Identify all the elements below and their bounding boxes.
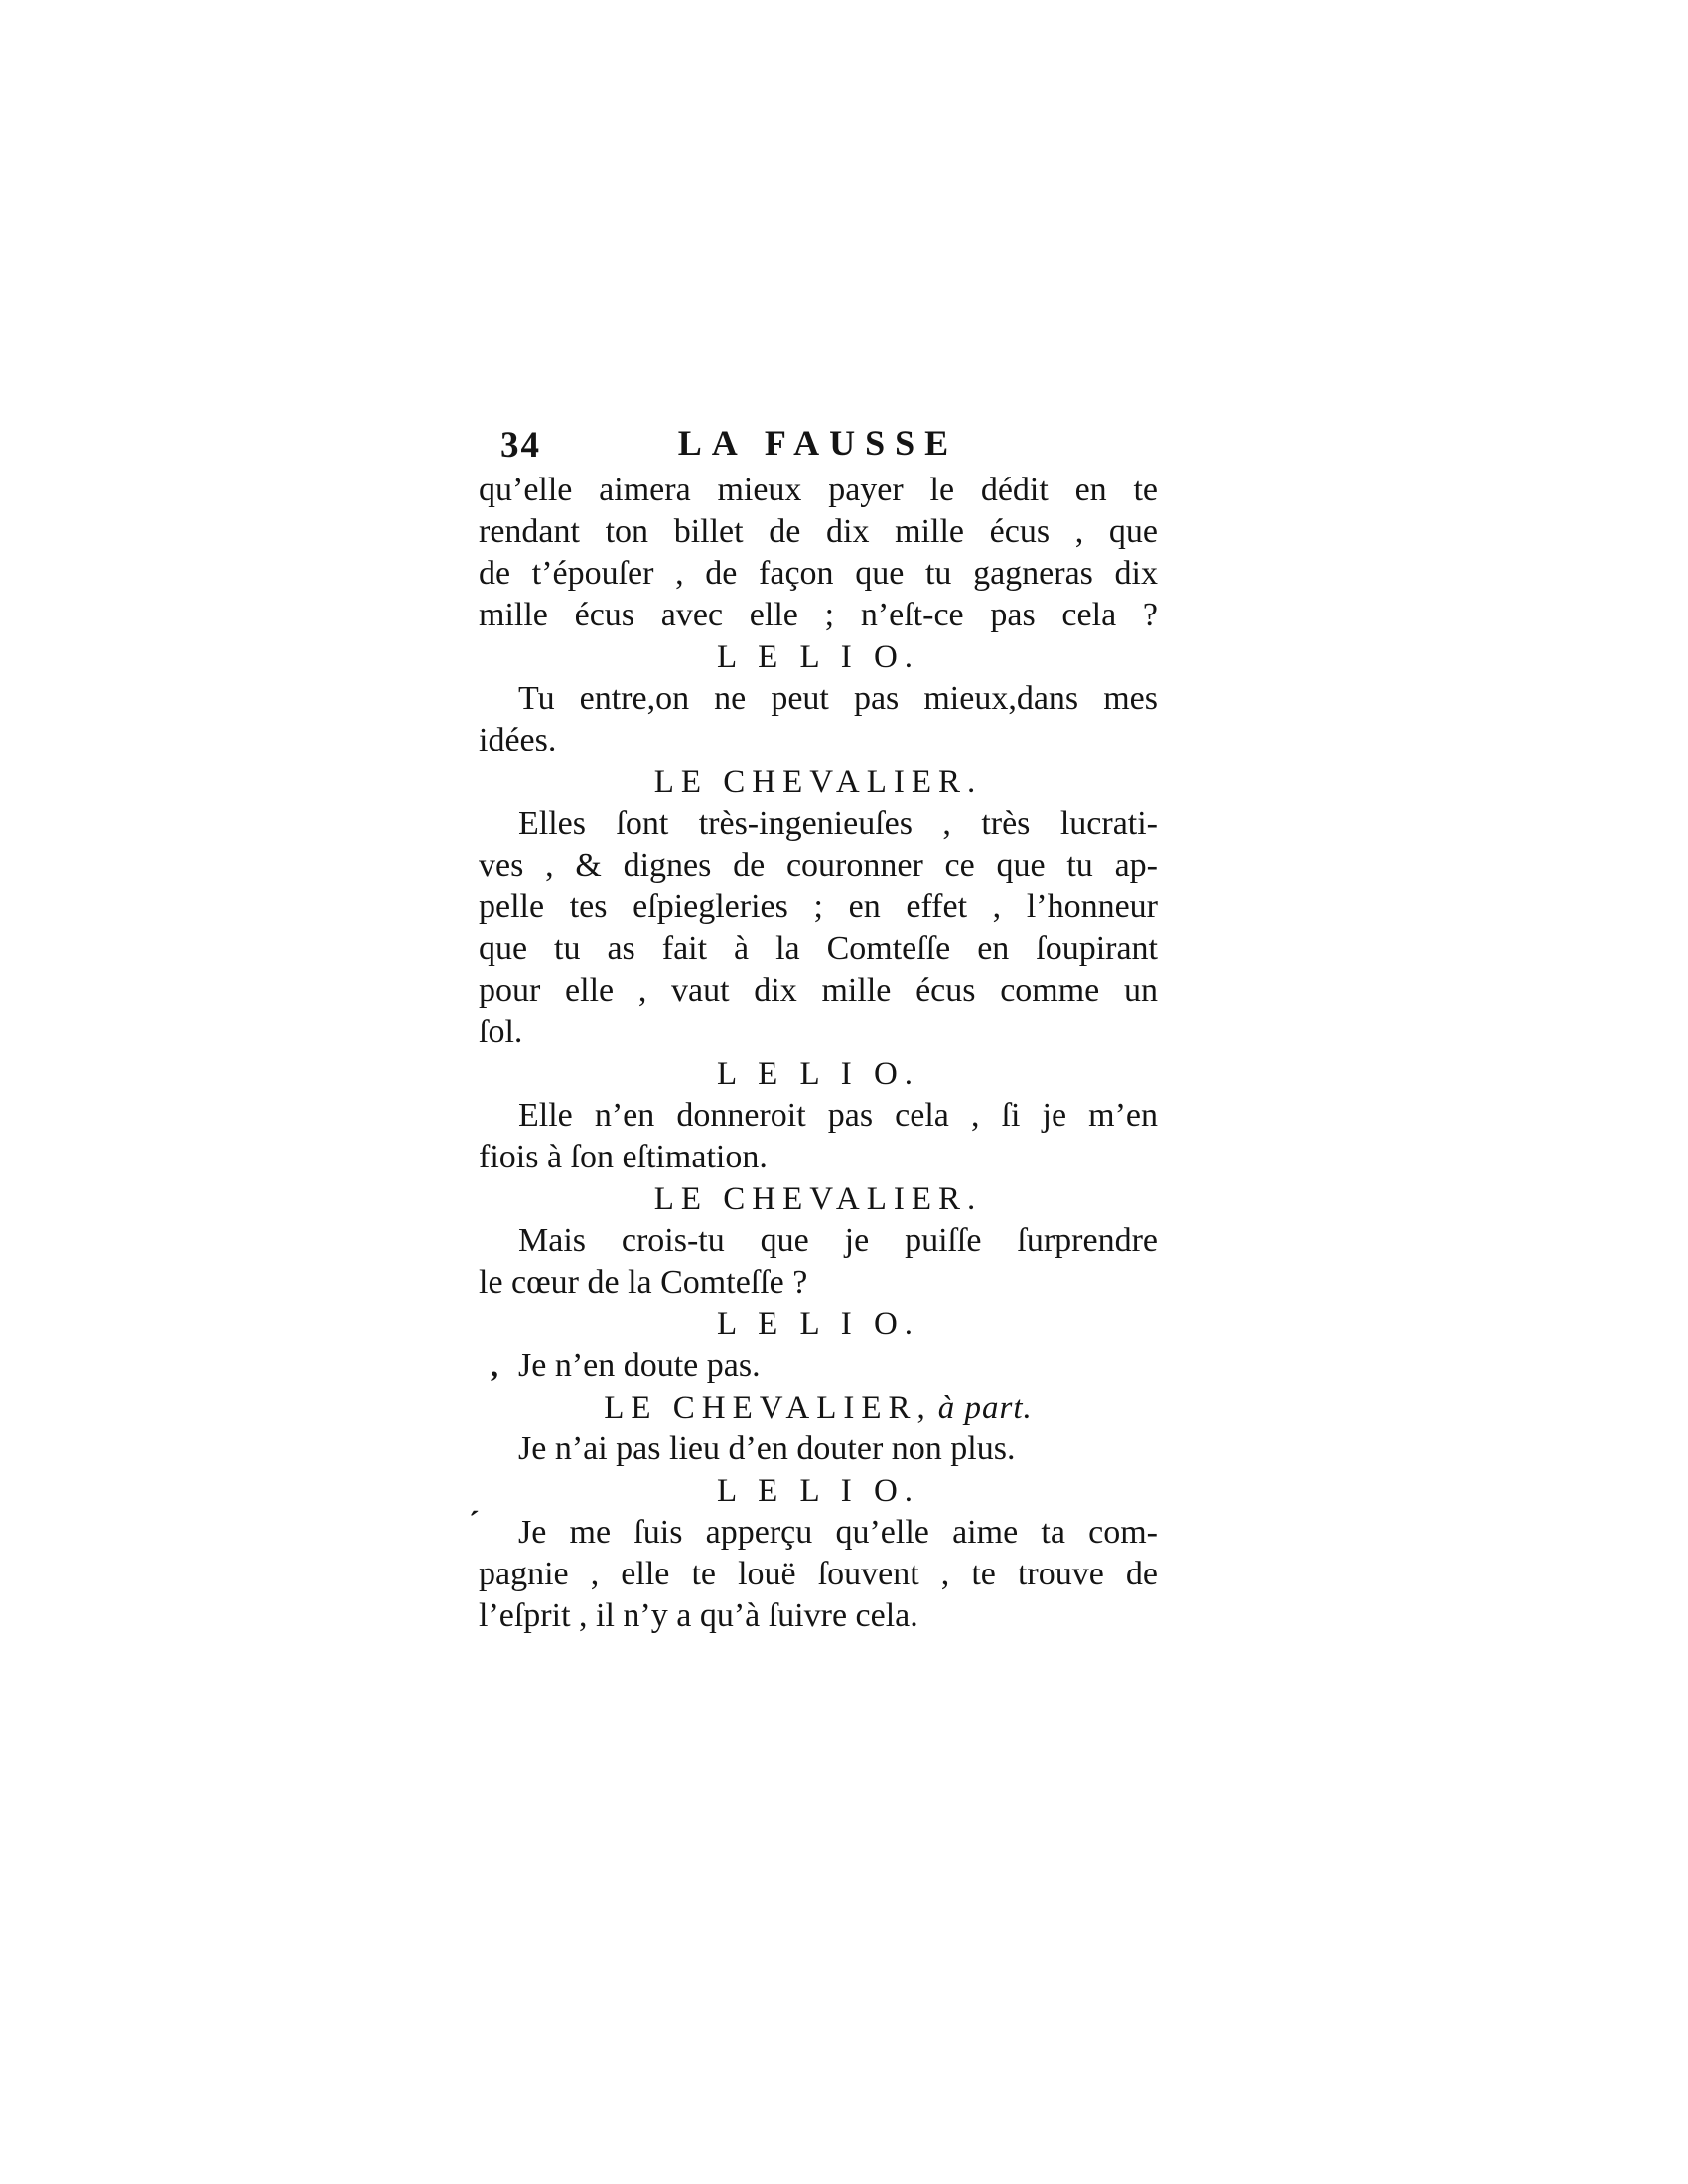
text-line: pelle tes eſpiegleries ; en effet , l’honneur (479, 888, 1158, 925)
speaker-heading (479, 1178, 1158, 1220)
speaker-name: L E L I O. (716, 639, 920, 675)
text-line: rendant ton billet de dix mille écus , que (479, 513, 1158, 550)
text-line: Elle n’en donneroit pas cela , ſi je m’en (518, 1097, 1158, 1134)
text-line: ves , & dignes de couronner ce que tu ap- (479, 847, 1158, 884)
text-line: l’eſprit , il n’y a qu’à ſuivre cela. (479, 1597, 918, 1634)
speaker-name: LE CHEVALIER. (653, 1181, 983, 1217)
speaker-heading (479, 1470, 1158, 1512)
print-artifact-mark: ´ (469, 1504, 480, 1540)
text-line: pour elle , vaut dix mille écus comme un (479, 972, 1158, 1009)
text-line: ſol. (479, 1014, 523, 1050)
text-line: Je me ſuis apperçu qu’elle aime ta com- (518, 1514, 1158, 1551)
running-title: LA FAUSSE (677, 423, 959, 463)
speaker-name: L E L I O. (716, 1473, 920, 1509)
text-line: Je n’ai pas lieu d’en douter non plus. (518, 1431, 1016, 1467)
text-line: pagnie , elle te louë ſouvent , te trouve de (479, 1556, 1158, 1592)
text-line: Elles ſont très-ingenieuſes , très lucrati- (518, 805, 1158, 842)
text-block (469, 422, 1158, 1637)
page-header (479, 422, 1158, 468)
text-line: Tu entre,on ne peut pas mieux,dans mes (518, 680, 1158, 717)
speaker-heading (479, 1303, 1158, 1345)
dialogue-content (479, 470, 1158, 1637)
text-line: de t’épouſer , de façon que tu gagneras dix (479, 555, 1158, 592)
speaker-heading (479, 636, 1158, 678)
stage-direction: à part. (937, 1390, 1033, 1426)
text-line: que tu as fait à la Comteſſe en ſoupirant (479, 930, 1158, 967)
speaker-name: LE CHEVALIER. (653, 764, 983, 800)
speaker-name: L E L I O. (716, 1306, 920, 1342)
speaker-name: L E L I O. (716, 1056, 920, 1092)
text-line: fiois à ſon eſtimation. (479, 1139, 768, 1175)
text-line: idées. (479, 722, 557, 758)
text-line: Mais crois-tu que je puiſſe ſurprendre (518, 1222, 1158, 1259)
print-artifact-mark: , (491, 1347, 498, 1383)
page-number: 34 (500, 425, 541, 466)
text-line: mille écus avec elle ; n’eſt-ce pas cela ? (479, 597, 1158, 633)
speaker-heading (479, 761, 1158, 803)
text-line: le cœur de la Comteſſe ? (479, 1264, 808, 1300)
speaker-heading (479, 1053, 1158, 1095)
text-line: Je n’en doute pas. (518, 1347, 761, 1384)
text-line: qu’elle aimera mieux payer le dédit en te (479, 472, 1158, 508)
speaker-name: LE CHEVALIER, (604, 1390, 932, 1426)
speaker-heading (479, 1387, 1158, 1429)
